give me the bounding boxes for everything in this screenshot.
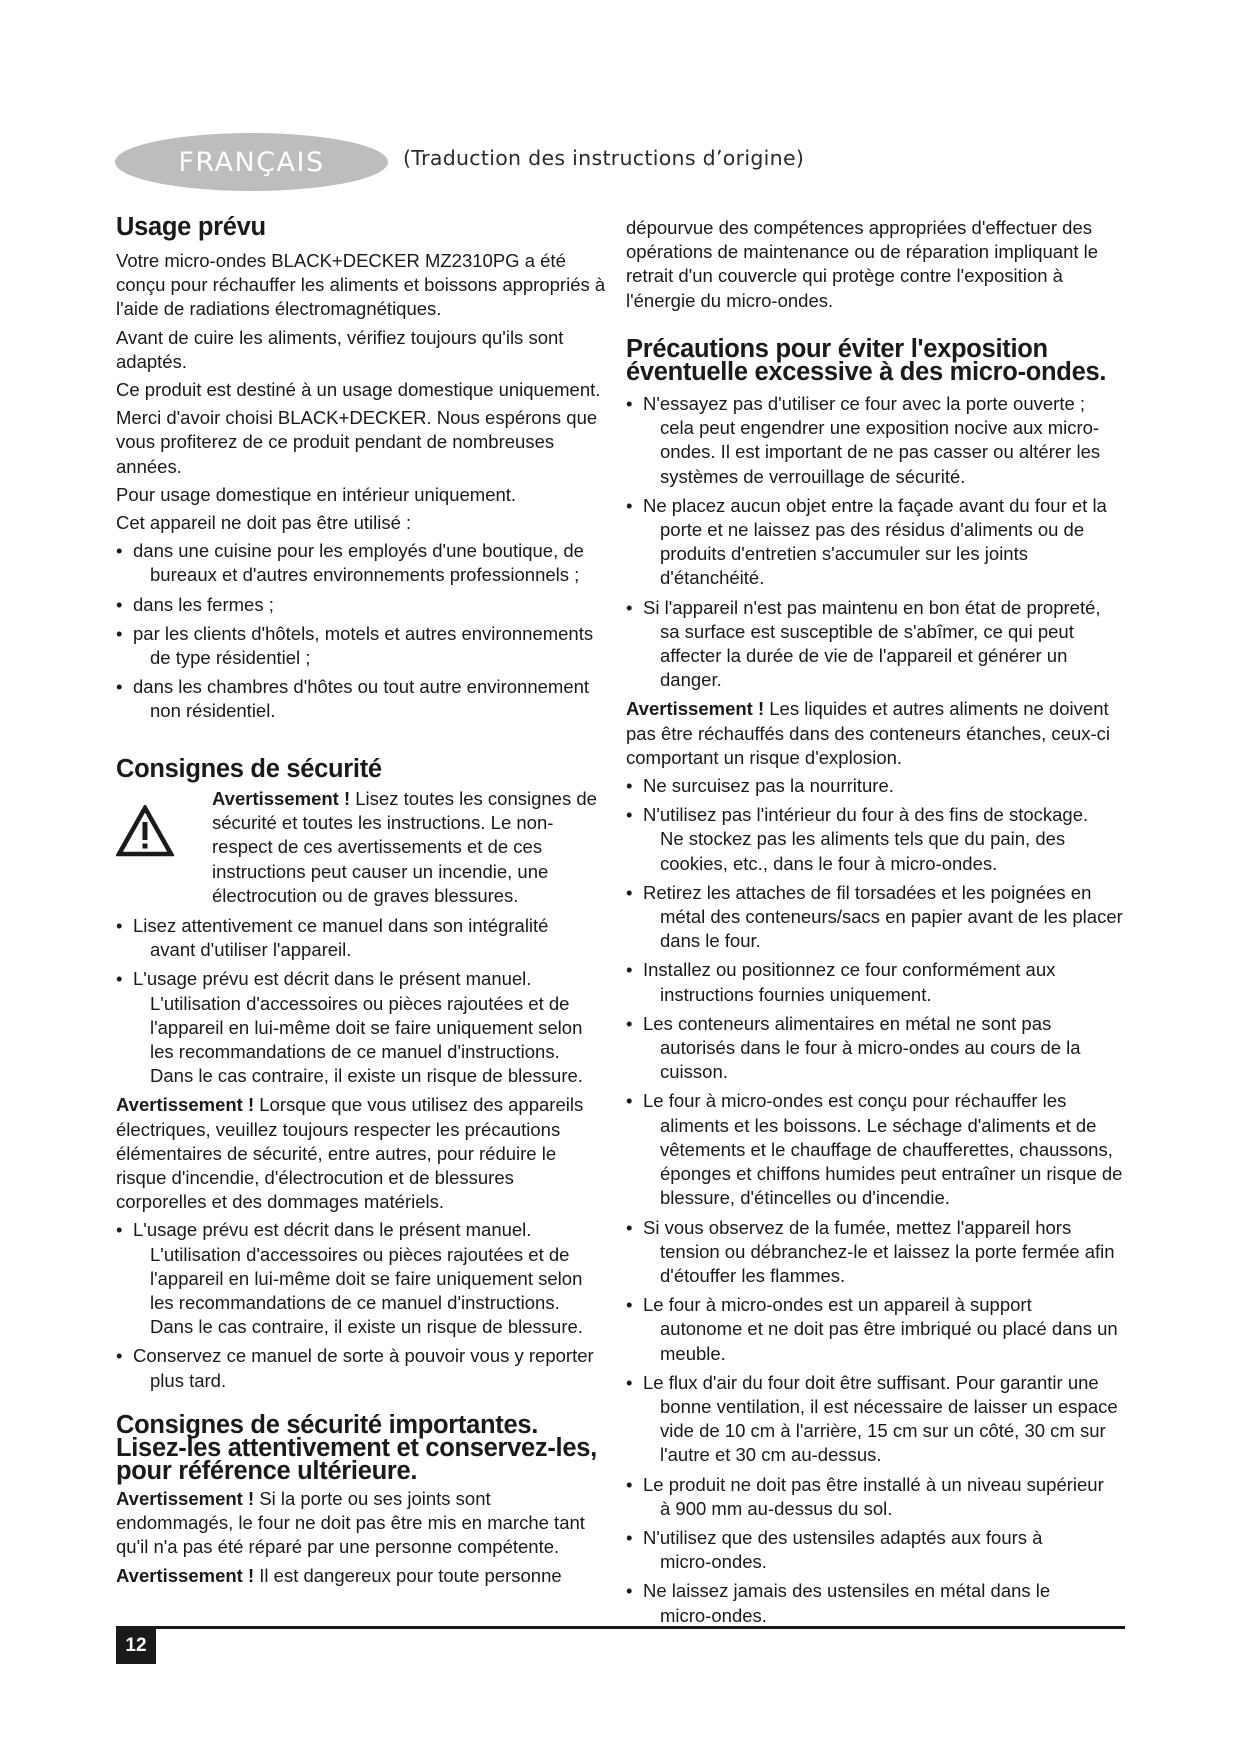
usage-paragraph: Votre micro-ondes BLACK+DECKER MZ2310PG a été conçu pour réchauffer les aliments et boissons appropriés à l'aide de radiations électromagnétiques.	[116, 250, 606, 320]
safety-section	[116, 755, 608, 1398]
usage-paragraph: Cet appareil ne doit pas être utilisé :	[116, 512, 412, 534]
important-title: Consignes de sécurité importantes. Lisez-les attentivement et conservez-les, pour référence ultérieure.	[116, 1411, 597, 1485]
important-section	[116, 1411, 608, 1592]
list-item: • N'utilisez que des ustensiles adaptés aux fours à micro-ondes.	[626, 1526, 1043, 1573]
list-item: • dans les chambres d'hôtes ou tout autre environnement non résidentiel.	[116, 676, 590, 722]
warning-triangle-icon	[116, 787, 212, 908]
continued-text	[626, 216, 1124, 313]
language-badge	[115, 133, 388, 191]
warning-label: Avertissement !	[116, 1094, 255, 1116]
warning-text: Si la porte ou ses joints sont endommagés, le four ne doit pas être mis en marche tant qu'il n'a pas été réparé par une personne compétente.	[116, 1488, 585, 1558]
safety-list-2	[116, 1218, 608, 1392]
safety-list	[116, 914, 608, 1088]
list-item: • Le four à micro-ondes est un appareil à support autonome et ne doit pas être imbriqué ou placé dans un meuble.	[626, 1294, 1118, 1364]
precautions-list-2	[626, 774, 1124, 1628]
precautions-list	[626, 392, 1124, 692]
precautions-title: Précautions pour éviter l'exposition éventuelle excessive à des micro-ondes.	[626, 335, 1107, 386]
warning-text: Il est dangereux pour toute personne	[254, 1564, 562, 1586]
warning-label: Avertissement !	[116, 1488, 255, 1509]
warning-label: Avertissement !	[116, 1564, 255, 1586]
list-item: • Si l'appareil n'est pas maintenu en bon état de propreté, sa surface est susceptible de s'abîmer, ce qui peut affecter la durée de vie de l'appareil et générer un danger.	[626, 596, 1101, 691]
warning-text: Lisez toutes les consignes de sécurité et toutes les instructions. Le non-respect de ces avertissements et de ces instructions peut causer un incendie, une électrocution ou de graves blessures.	[212, 788, 597, 906]
list-item: • Conservez ce manuel de sorte à pouvoir vous y reporter plus tard.	[116, 1345, 594, 1391]
list-item: • dans les fermes ;	[116, 593, 274, 615]
usage-paragraph: Ce produit est destiné à un usage domestique uniquement.	[116, 379, 601, 401]
usage-paragraph: Avant de cuire les aliments, vérifiez toujours qu'ils sont adaptés.	[116, 326, 564, 372]
usage-paragraph: Pour usage domestique en intérieur uniquement.	[116, 483, 517, 505]
list-item: • N'essayez pas d'utiliser ce four avec la porte ouverte ; cela peut engendrer une exposition nocive aux micro-ondes. Il est important de ne pas casser ou altérer les systèmes de verrouillage de sécurité.	[626, 393, 1101, 487]
footer-rule	[116, 1626, 1125, 1629]
translation-note: (Traduction des instructions d’origine)	[403, 146, 805, 170]
precautions-section	[626, 335, 1124, 1633]
usage-title: Usage prévu	[116, 213, 266, 241]
list-item: • L'usage prévu est décrit dans le présent manuel. L'utilisation d'accessoires ou pièces rajoutées et de l'appareil en lui-même doit se faire uniquement selon les recommandations de ce manuel d'instructions. Dans le cas contraire, il existe un risque de blessure.	[116, 1219, 583, 1338]
usage-list	[116, 539, 608, 723]
list-item: • Ne surcuisez pas la nourriture.	[626, 775, 894, 797]
continued-paragraph: dépourvue des compétences appropriées d'effectuer des opérations de maintenance ou de réparation impliquant le retrait d'un couvercle qui protège contre l'exposition à l'énergie du micro-ondes.	[626, 217, 1099, 311]
list-item: • par les clients d'hôtels, motels et autres environnements de type résidentiel ;	[116, 622, 594, 669]
warning-text: Les liquides et autres aliments ne doivent pas être réchauffés dans des conteneurs étanches, ceux-ci comportant un risque d'explosion.	[626, 698, 1111, 768]
list-item: • Le produit ne doit pas être installé à un niveau supérieur à 900 mm au-dessus du sol.	[626, 1473, 1104, 1519]
warning-text: Lorsque que vous utilisez des appareils électriques, veuillez toujours respecter les précautions élémentaires de sécurité, entre autres, pour réduire le risque d'incendie, d'électrocution et de blessures corporelles et des dommages matériels.	[116, 1094, 584, 1213]
warning-label: Avertissement !	[626, 698, 765, 720]
list-item: • Si vous observez de la fumée, mettez l'appareil hors tension ou débranchez-le et laissez la porte fermée afin d'étouffer les flammes.	[626, 1216, 1115, 1286]
list-item: • Le four à micro-ondes est conçu pour réchauffer les aliments et les boissons. Le séchage d'aliments et de vêtements et le chauffage de chaufferettes, chaussons, éponges et chiffons humides peut entraîner un risque de blessure, d'étincelles ou d'incendie.	[626, 1090, 1123, 1209]
usage-section	[116, 213, 608, 729]
list-item: • Les conteneurs alimentaires en métal ne sont pas autorisés dans le four à micro-ondes au cours de la cuisson.	[626, 1012, 1081, 1083]
warning-block	[116, 787, 608, 908]
warning-label: Avertissement !	[212, 788, 351, 809]
list-item: • dans une cuisine pour les employés d'une boutique, de bureaux et d'autres environnements professionnels ;	[116, 540, 584, 586]
list-item: • Ne laissez jamais des ustensiles en métal dans le micro-ondes.	[626, 1580, 1051, 1626]
page-number: 12	[116, 1628, 156, 1664]
safety-title: Consignes de sécurité	[116, 755, 382, 783]
list-item: • Ne placez aucun objet entre la façade avant du four et la porte et ne laissez pas des résidus d'aliments ou de produits d'entretien s'accumuler sur les joints d'étanchéité.	[626, 494, 1107, 589]
language-label: FRANÇAIS	[178, 146, 325, 178]
list-item: • Lisez attentivement ce manuel dans son intégralité avant d'utiliser l'appareil.	[116, 915, 549, 961]
list-item: • Retirez les attaches de fil torsadées et les poignées en métal des conteneurs/sacs en papier avant de les placer dans le four.	[626, 881, 1123, 952]
list-item: • L'usage prévu est décrit dans le présent manuel. L'utilisation d'accessoires ou pièces rajoutées et de l'appareil en lui-même doit se faire uniquement selon les recommandations de ce manuel d'instructions. Dans le cas contraire, il existe un risque de blessure.	[116, 968, 583, 1087]
list-item: • Installez ou positionnez ce four conformément aux instructions fournies uniquement.	[626, 959, 1056, 1005]
list-item: • N'utilisez pas l'intérieur du four à des fins de stockage. Ne stockez pas les aliments tels que du pain, des cookies, etc., dans le four à micro-ondes.	[626, 804, 1089, 874]
usage-paragraph: Merci d'avoir choisi BLACK+DECKER. Nous espérons que vous profiterez de ce produit pendant de nombreuses années.	[116, 407, 598, 477]
list-item: • Le flux d'air du four doit être suffisant. Pour garantir une bonne ventilation, il est nécessaire de laisser un espace vide de 10 cm à l'arrière, 15 cm sur un côté, 30 cm sur l'autre et 30 cm au-dessus.	[626, 1371, 1118, 1466]
